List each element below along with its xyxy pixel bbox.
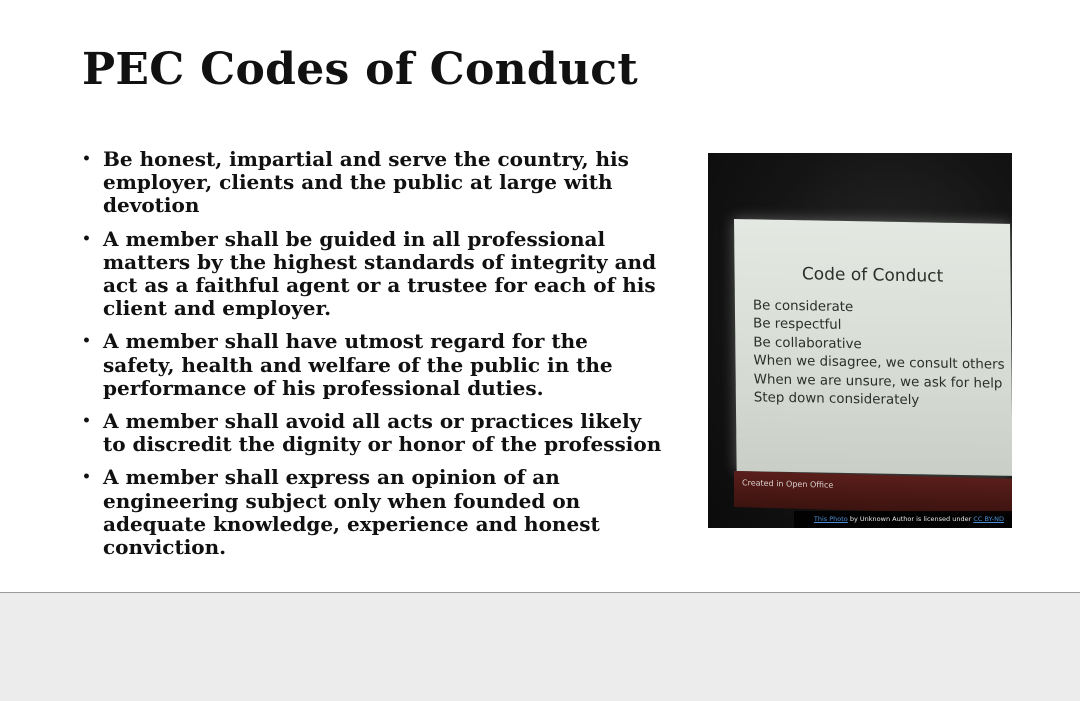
bullet-item	[82, 466, 662, 559]
screen-line: Be considerate	[752, 298, 854, 316]
code-of-conduct-photo	[708, 153, 1012, 528]
attribution-text: by Unknown Author is licensed under	[847, 515, 974, 523]
bullet-item	[82, 330, 662, 400]
bullet-text: A member shall have utmost regard for the safety, health and welfare of the public in the performance of his professional duties.	[103, 329, 613, 400]
photo-link[interactable]: This Photo	[813, 515, 848, 523]
bullet-item	[82, 228, 662, 321]
bullet-icon: •	[82, 230, 91, 247]
screen-footer-band	[734, 471, 1012, 515]
screen-line: Be collaborative	[753, 335, 862, 353]
bullet-icon: •	[82, 469, 91, 486]
slide-title: PEC Codes of Conduct	[82, 44, 638, 95]
screen-line: When we are unsure, we ask for help	[753, 371, 1003, 392]
screen-title: Code of Conduct	[801, 264, 944, 287]
screen-line: Be respectful	[753, 316, 842, 334]
projector-screen	[734, 219, 1012, 476]
bullet-item	[82, 410, 662, 456]
bullet-icon: •	[82, 151, 91, 167]
bullet-text: A member shall express an opinion of an engineering subject only when founded on adequate knowledge, experience and honest conviction.	[103, 465, 600, 560]
bullet-text: Be honest, impartial and serve the country, his employer, clients and the public at large with devotion	[103, 147, 629, 218]
bullet-item	[82, 148, 662, 218]
license-link[interactable]: CC BY-ND	[973, 515, 1004, 523]
band-text: Created in Open Office	[742, 478, 834, 490]
screen-lines	[753, 297, 1005, 412]
bullet-text: A member shall avoid all acts or practices likely to discredit the dignity or honor of the profession	[103, 409, 662, 457]
bullet-icon: •	[82, 333, 91, 350]
screen-line: When we disagree, we consult others	[753, 353, 1005, 373]
photo-attribution	[794, 511, 1012, 528]
bullet-list	[82, 148, 662, 569]
bullet-icon: •	[82, 413, 91, 430]
screen-line: Step down considerately	[753, 390, 920, 409]
bullet-text: A member shall be guided in all professional matters by the highest standards of integrity and act as a faithful agent or a trustee for each of his client and employer.	[103, 226, 657, 321]
